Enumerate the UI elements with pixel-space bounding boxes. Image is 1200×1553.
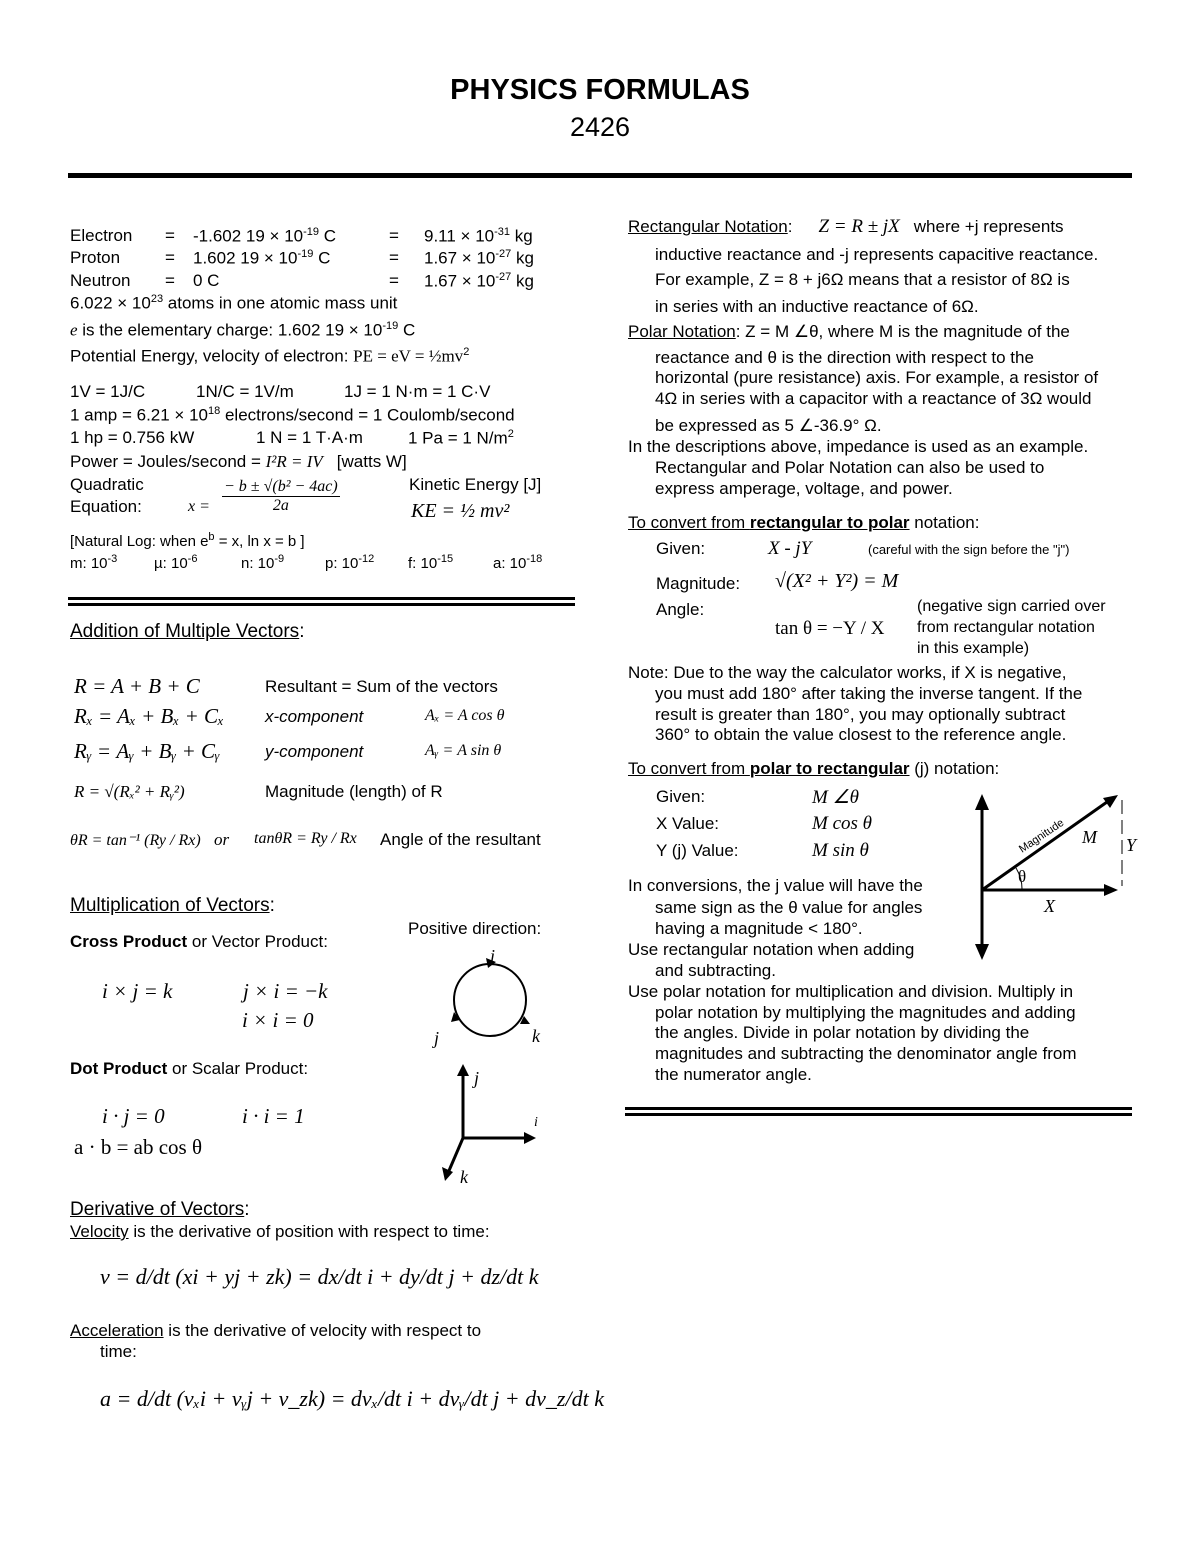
charge-unit: C — [319, 226, 337, 246]
angle-label: Angle: — [656, 600, 705, 619]
direction-circle — [454, 964, 526, 1036]
constant-name: Electron — [70, 226, 133, 245]
theta-label: θ — [1018, 867, 1027, 886]
r2p-post: notation: — [909, 513, 980, 532]
polar-notation-line — [628, 322, 1070, 342]
charge-exp: -19 — [303, 226, 320, 238]
cross-product-circle-diagram — [420, 940, 560, 1050]
p2r-post: (j) notation: — [909, 759, 1000, 778]
constant-name: Neutron — [70, 271, 131, 290]
constant-eq: = — [389, 271, 399, 290]
desc-line: Rectangular and Polar Notation can also be used to — [655, 458, 1045, 477]
prefix-a — [493, 553, 542, 572]
note-line: 360° to obtain the value closest to the reference angle. — [655, 725, 1067, 744]
axis-label-j: j — [474, 1068, 480, 1088]
conversion-line: same sign as the θ value for angles — [655, 898, 923, 917]
constant-eq: = — [165, 248, 175, 267]
velocity-equation: v = d/dt (xi + yj + zk) = dx/dt i + dy/dt j + dz/dt k — [100, 1264, 539, 1289]
acceleration-equation: a = d/dt (vₓi + vᵧj + v_zk) = dvₓ/dt i + dvᵧ/dt j + dv_z/dt k — [100, 1386, 604, 1411]
use-polar-line: the numerator angle. — [655, 1065, 812, 1084]
prefix-text: a: 10 — [493, 555, 527, 572]
polar-term: Polar Notation — [628, 322, 736, 341]
constant-eq: = — [389, 248, 399, 267]
prefix-exp: -3 — [107, 553, 118, 565]
heading-colon: : — [269, 895, 275, 916]
p2r-label: Given: — [656, 787, 706, 806]
constant-mass — [424, 248, 534, 269]
polar-line: be expressed as 5 ∠-36.9° Ω. — [655, 416, 882, 435]
prefix-text: µ: 10 — [154, 555, 188, 572]
avogadro-text: atoms in one atomic mass unit — [163, 293, 398, 313]
multiplication-heading — [70, 895, 275, 917]
power-line — [70, 452, 407, 472]
quadratic-denominator: 2a — [272, 497, 289, 514]
prefix-text: n: 10 — [241, 555, 275, 572]
use-rect-line: Use rectangular notation when adding — [628, 940, 915, 959]
vector-magnitude-eq: R = √(Rₓ² + Rᵧ²) — [74, 782, 185, 801]
arrowhead-icon — [524, 1132, 536, 1144]
dot-rest: or Scalar Product: — [167, 1059, 309, 1078]
pe-equation: PE = eV = ½mv — [353, 346, 464, 366]
note-line: Note: Due to the way the calculator works, if X is negative, — [628, 663, 1067, 682]
constant-eq: = — [389, 226, 399, 245]
derivative-heading — [70, 1199, 250, 1221]
desc-line: In the descriptions above, impedance is used as an example. — [628, 437, 1089, 456]
mass-exp: -31 — [494, 226, 511, 238]
deriv-heading-text: Derivative of Vectors — [70, 1199, 245, 1220]
arrowhead-icon — [975, 794, 989, 810]
vector-eq-x: Rₓ = Aₓ + Bₓ + Cₓ — [74, 704, 224, 728]
p2r-bold: polar to rectangular — [749, 759, 910, 778]
vectors-heading-text: Addition of Multiple Vectors — [70, 621, 300, 642]
rect-colon: : — [787, 217, 793, 236]
mass-value: 1.67 × 10 — [424, 271, 496, 291]
mass-value: 1.67 × 10 — [424, 248, 496, 268]
use-rect-line: and subtracting. — [655, 961, 776, 980]
units-line-1c: 1J = 1 N·m = 1 C·V — [344, 382, 491, 401]
prefix-n — [241, 553, 284, 572]
constant-charge — [193, 226, 336, 247]
angle-desc: Angle of the resultant — [380, 830, 541, 849]
pa-value: 1 Pa = 1 N/m — [408, 428, 508, 448]
avogadro-exp: 23 — [150, 293, 164, 305]
section-divider — [625, 1113, 1132, 1116]
constant-mass — [424, 226, 533, 247]
ln-rest: = x, ln x = b ] — [214, 533, 305, 550]
prefix-m — [70, 553, 117, 572]
m-label: M — [1082, 827, 1097, 847]
ln-exp: b — [208, 531, 215, 543]
vector-eq-resultant: R = A + B + C — [74, 674, 200, 698]
page-subtitle: 2426 — [569, 112, 631, 142]
mult-heading-text: Multiplication of Vectors — [70, 895, 270, 916]
mass-unit: kg — [510, 226, 533, 246]
constant-eq: = — [165, 271, 175, 290]
angle-or: or — [214, 830, 230, 849]
potential-energy-line — [70, 346, 469, 367]
y-label: Y — [1126, 835, 1137, 855]
polar-diagram — [960, 788, 1150, 968]
units-line-3b: 1 N = 1 T·A·m — [256, 428, 363, 447]
vector-desc-y: y-component — [265, 742, 364, 761]
angle-eq-1: θR = tan⁻¹ (Ry / Rx) — [70, 832, 201, 849]
rect-line: For example, Z = 8 + j6Ω means that a resistor of 8Ω is — [655, 270, 1070, 289]
p2r-pre: To convert from — [628, 759, 750, 778]
polar-text: : Z = M ∠θ, where M is the magnitude of the — [735, 322, 1070, 341]
section-divider — [625, 1107, 1132, 1110]
elementary-charge-line — [70, 320, 415, 341]
circle-label-j: j — [434, 1028, 440, 1048]
magnitude-equation: √(X² + Y²) = M — [775, 570, 899, 592]
use-polar-line: magnitudes and subtracting the denominator angle from — [655, 1044, 1077, 1063]
rect-line: in series with an inductive reactance of 6Ω. — [655, 297, 979, 316]
vector-magnitude-desc: Magnitude (length) of R — [265, 782, 443, 801]
conversion-line: having a magnitude < 180°. — [655, 919, 863, 938]
elem-charge-exp: -19 — [382, 320, 399, 332]
r2p-bold: rectangular to polar — [749, 513, 910, 532]
heading-colon: : — [299, 621, 305, 642]
charge-exp: -19 — [297, 248, 314, 260]
positive-direction-label: Positive direction: — [408, 919, 542, 938]
acceleration-text: is the derivative of velocity with respect to — [163, 1321, 482, 1340]
units-line-3a: 1 hp = 0.756 kW — [70, 428, 195, 447]
velocity-line — [70, 1222, 490, 1242]
prefix-p — [325, 553, 374, 572]
mass-exp: -27 — [495, 271, 512, 283]
r2p-pre: To convert from — [628, 513, 750, 532]
e-symbol: e — [70, 320, 78, 340]
prefix-exp: -6 — [187, 553, 198, 565]
mass-exp: -27 — [495, 248, 512, 260]
angle-note: from rectangular notation — [917, 619, 1095, 636]
rect-line: inductive reactance and -j represents capacitive reactance. — [655, 245, 1099, 264]
prefix-text: f: 10 — [408, 555, 438, 572]
conversion-line: In conversions, the j value will have the — [628, 876, 923, 895]
p2r-value: M ∠θ — [812, 787, 859, 808]
dot-eq-1: i · j = 0 — [102, 1104, 165, 1128]
vector-comp-x: Aₓ = A cos θ — [425, 707, 505, 724]
arrowhead-icon — [975, 944, 989, 960]
arrowhead-icon — [1104, 884, 1118, 896]
note-line: result is greater than 180°, you may optionally subtract — [655, 705, 1066, 724]
axes-diagram — [430, 1060, 560, 1190]
angle-note: (negative sign carried over — [917, 598, 1106, 615]
use-polar-line: the angles. Divide in polar notation by dividing the — [655, 1023, 1030, 1042]
vector-desc-x: x-component — [265, 707, 364, 726]
pa-exp: 2 — [507, 428, 514, 440]
circle-label-i: i — [490, 946, 496, 966]
velocity-text: is the derivative of position with respect to time: — [128, 1222, 490, 1241]
pe-exp: 2 — [463, 346, 470, 358]
polar-line: horizontal (pure resistance) axis. For example, a resistor of — [655, 368, 1099, 387]
acceleration-line-2: time: — [100, 1342, 137, 1361]
acceleration-term: Acceleration — [70, 1321, 164, 1340]
avogadro-line — [70, 293, 397, 314]
polar-to-rect-heading — [628, 759, 999, 779]
use-polar-line: polar notation by multiplying the magnitudes and adding — [655, 1003, 1076, 1022]
dot-product-label — [70, 1059, 308, 1079]
quadratic-lhs: x = — [188, 498, 210, 515]
charge-unit: C — [313, 248, 331, 268]
polar-line: 4Ω in series with a capacitor with a reactance of 3Ω would — [655, 389, 1092, 408]
units-line-3c — [408, 428, 514, 449]
quadratic-label-2: Equation: — [70, 497, 142, 516]
prefix-exp: -15 — [437, 553, 454, 565]
units-line-2 — [70, 405, 515, 426]
given-note: (careful with the sign before the "j") — [868, 542, 1070, 557]
quadratic-label-1: Quadratic — [70, 475, 144, 494]
axis-label-i: i — [534, 1115, 538, 1130]
natural-log-line — [70, 531, 305, 550]
quadratic-fraction — [222, 478, 340, 515]
cross-eq-3: i × i = 0 — [242, 1008, 314, 1032]
avogadro-value: 6.022 × 10 — [70, 293, 151, 313]
power-label: Power = Joules/second = — [70, 452, 266, 471]
amp-text: electrons/second = 1 Coulomb/second — [220, 405, 515, 425]
polar-line: reactance and θ is the direction with respect to the — [655, 348, 1034, 367]
prefix-u — [154, 553, 197, 572]
constant-row — [70, 226, 132, 246]
acceleration-line — [70, 1320, 570, 1341]
cross-bold: Cross Product — [70, 932, 188, 951]
magnitude-label: Magnitude — [1016, 816, 1067, 856]
elem-charge-text: is the elementary charge: 1.602 19 × 10 — [77, 320, 383, 340]
angle-eq-2: tanθR = Ry / Rx — [254, 830, 357, 847]
given-value: X - jY — [768, 538, 812, 559]
kinetic-energy-equation: KE = ½ mv² — [411, 500, 510, 522]
magnitude-label: Magnitude: — [656, 574, 741, 593]
p2r-label: Y (j) Value: — [656, 841, 739, 860]
angle-equation: tan θ = −Y / X — [775, 618, 885, 639]
quadratic-numerator: − b ± √(b² − 4ac) — [224, 478, 338, 495]
page-title: PHYSICS FORMULAS — [450, 74, 750, 106]
desc-line: express amperage, voltage, and power. — [655, 479, 953, 498]
charge-value: 1.602 19 × 10 — [193, 248, 298, 268]
vector-eq-y: Rᵧ = Aᵧ + Bᵧ + Cᵧ — [74, 739, 220, 763]
constant-charge — [193, 248, 330, 269]
amp-exp: 18 — [208, 405, 221, 417]
prefix-text: m: 10 — [70, 555, 108, 572]
prefix-exp: -18 — [526, 553, 543, 565]
elem-charge-unit: C — [398, 320, 416, 340]
p2r-label: X Value: — [656, 814, 720, 833]
section-divider — [68, 603, 575, 606]
power-units: [watts W] — [336, 452, 407, 471]
heading-colon: : — [244, 1199, 250, 1220]
title-divider — [68, 173, 1132, 178]
power-equation: I²R = IV — [265, 452, 323, 471]
section-divider — [68, 597, 575, 600]
circle-label-k: k — [532, 1026, 540, 1046]
kinetic-energy-label: Kinetic Energy [J] — [409, 475, 542, 494]
prefix-f — [408, 553, 453, 572]
mass-value: 9.11 × 10 — [424, 226, 495, 246]
cross-eq-1: i × j = k — [102, 979, 173, 1003]
given-label: Given: — [656, 539, 706, 558]
mass-unit: kg — [511, 248, 534, 268]
arrowhead-icon — [442, 1167, 453, 1181]
cross-eq-2: j × i = −k — [243, 979, 328, 1003]
rect-equation: Z = R ± jX — [818, 216, 900, 237]
mass-unit: kg — [511, 271, 534, 291]
use-polar-line: Use polar notation for multiplication and division. Multiply in — [628, 982, 1074, 1001]
vector-desc-resultant: Resultant = Sum of the vectors — [265, 677, 498, 696]
prefix-text: p: 10 — [325, 555, 359, 572]
rect-to-polar-heading — [628, 513, 979, 533]
vectors-heading — [70, 621, 304, 643]
constant-name: Proton — [70, 248, 121, 267]
prefix-exp: -12 — [358, 553, 375, 565]
pe-label: Potential Energy, velocity of electron: — [70, 346, 354, 366]
ln-text: [Natural Log: when e — [70, 533, 209, 550]
constant-charge: 0 C — [193, 271, 220, 290]
rectangular-notation-line — [628, 216, 1064, 238]
units-line-1a: 1V = 1J/C — [70, 382, 146, 401]
dot-eq-3: a · b = ab cos θ — [74, 1135, 203, 1159]
axis-label-k: k — [460, 1167, 468, 1187]
p2r-value: M cos θ — [812, 813, 872, 834]
cross-rest: or Vector Product: — [187, 932, 328, 951]
charge-value: -1.602 19 × 10 — [193, 226, 304, 246]
cross-product-label — [70, 932, 328, 952]
constant-eq: = — [165, 226, 175, 245]
p2r-value: M sin θ — [812, 840, 869, 861]
rect-where: where +j represents — [913, 217, 1064, 236]
prefix-exp: -9 — [274, 553, 285, 565]
amp-value: 1 amp = 6.21 × 10 — [70, 405, 208, 425]
vector-comp-y: Aᵧ = A sin θ — [425, 742, 502, 759]
arrowhead-icon — [457, 1064, 469, 1076]
angle-note: in this example) — [917, 640, 1030, 657]
note-line: you must add 180° after taking the inverse tangent. If the — [655, 684, 1083, 703]
rect-term: Rectangular Notation — [628, 217, 788, 236]
x-label: X — [1044, 896, 1055, 916]
constant-mass — [424, 271, 534, 292]
velocity-term: Velocity — [70, 1222, 129, 1241]
dot-bold: Dot Product — [70, 1059, 168, 1078]
units-line-1b: 1N/C = 1V/m — [196, 382, 294, 401]
dot-eq-2: i · i = 1 — [242, 1104, 305, 1128]
